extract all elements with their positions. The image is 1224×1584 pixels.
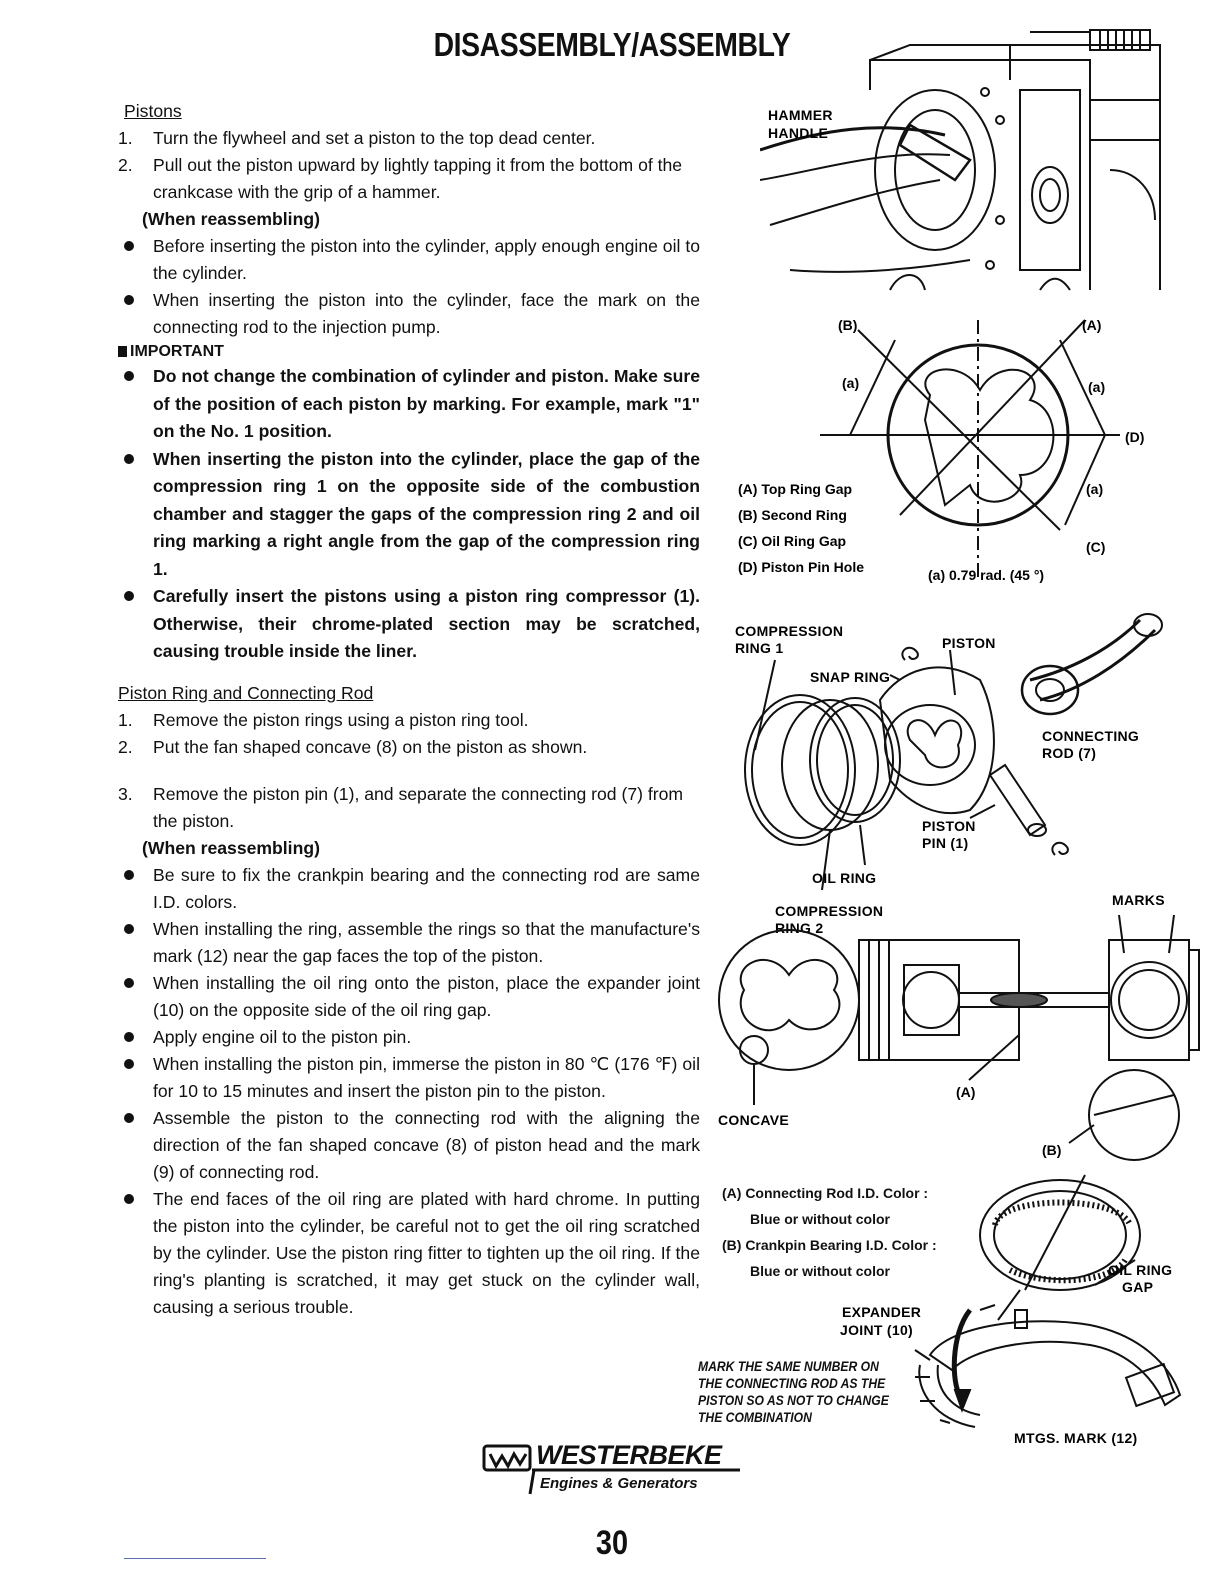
combination-note: MARK THE SAME NUMBER ON THE CONNECTING ROD AS THE PISTON SO AS NOT TO CHANGE THE COMBINATION [698, 1359, 889, 1425]
marks-label: MARKS [1112, 892, 1165, 908]
label-A: (A) [956, 1084, 976, 1100]
label-B: (B) [838, 317, 858, 333]
list-item: When installing the oil ring onto the piston, place the expander joint (10) on the opposite side of the oil ring gap. [118, 970, 700, 1024]
list-item: When inserting the piston into the cylinder, place the gap of the compression ring 1 on the opposite side of the combustion chamber and stagger the gaps of the compression ring 2 and oil ring marking a right angle from the gap of the compression ring 1. [118, 446, 700, 584]
oil-ring-gap-label: OIL RING [1108, 1262, 1173, 1278]
label-A: (A) [1082, 317, 1102, 333]
compression-ring-2-label: COMPRESSION [775, 903, 884, 919]
pistons-section [118, 98, 700, 666]
when-reassembling-label: (When reassembling) [142, 838, 320, 858]
list-item: Before inserting the piston into the cylinder, apply enough engine oil to the cylinder. [118, 233, 700, 287]
piston-label: PISTON [942, 635, 996, 651]
piston-rod-alignment-figure [714, 885, 1204, 1165]
list-item: Do not change the combination of cylinder and piston. Make sure of the position of each piston by marking. For example, mark "1" on the No. 1 position. [118, 363, 700, 446]
page-number: 30 [595, 1524, 629, 1562]
connecting-rod-label: ROD (7) [1042, 745, 1097, 761]
angle-note: (a) 0.79 rad. (45 °) [928, 567, 1045, 583]
logo-brand: WESTERBEKE [536, 1440, 722, 1470]
compression-ring-1-label: RING 1 [735, 640, 784, 656]
legend-item: (D) Piston Pin Hole [738, 559, 864, 575]
legend-item: Blue or without color [750, 1263, 890, 1279]
list-item: Be sure to fix the crankpin bearing and the connecting rod are same I.D. colors. [118, 862, 700, 916]
ring-rod-section [118, 680, 700, 1321]
list-item: When inserting the piston into the cylinder, face the mark on the connecting rod to the injection pump. [118, 287, 700, 341]
expander-joint-label: JOINT (10) [840, 1322, 914, 1338]
mfg-mark-label: MTGS. MARK (12) [1014, 1430, 1138, 1446]
ring-gap-diagram [730, 300, 1170, 590]
oil-ring-gap-label: GAP [1122, 1279, 1154, 1295]
list-item: Assemble the piston to the connecting rod with the aligning the direction of the fan shaped concave (8) of piston head and the mark (9) of connecting rod. [118, 1105, 700, 1186]
list-item: The end faces of the oil ring are plated with hard chrome. In putting the piston into the cylinder, be careful not to get the oil ring scratched by the cylinder. Use the piston ring fitter to tighten up the oil ring. If the ring's planting is scratched, it may get stuck on the cylinder wall, causing a serious trouble. [118, 1186, 700, 1321]
legend-item: Blue or without color [750, 1211, 890, 1227]
logo-tagline: Engines & Generators [540, 1475, 698, 1492]
compression-ring-2-label: RING 2 [775, 920, 824, 935]
label-a: (a) [1088, 379, 1106, 395]
legend-item: (A) Top Ring Gap [738, 481, 853, 497]
list-item: Apply engine oil to the piston pin. [118, 1024, 700, 1051]
piston-pin-label: PISTON [922, 818, 976, 834]
label-C: (C) [1086, 539, 1106, 555]
list-item: When installing the ring, assemble the rings so that the manufacture's mark (12) near the gap faces the top of the piston. [118, 916, 700, 970]
westerbeke-logo [482, 1442, 742, 1500]
expander-joint-label: EXPANDER [842, 1304, 922, 1320]
list-item: 2. Put the fan shaped concave (8) on the piston as shown. [118, 737, 588, 757]
label-a: (a) [842, 375, 860, 391]
ring-rod-heading: Piston Ring and Connecting Rod [118, 683, 374, 703]
list-item: When installing the piston pin, immerse the piston in 80 ℃ (176 ℉) oil for 10 to 15 minutes and insert the piston pin to the piston. [118, 1051, 700, 1105]
legend-item: (B) Crankpin Bearing I.D. Color : [722, 1237, 937, 1253]
legend-item: (A) Connecting Rod I.D. Color : [722, 1185, 929, 1201]
concave-label: CONCAVE [718, 1112, 790, 1128]
connecting-rod-label: CONNECTING [1042, 728, 1140, 744]
list-item: 1. Remove the piston rings using a piston ring tool. [118, 710, 529, 730]
piston-pin-label: PIN (1) [922, 835, 969, 851]
crankcase-hammer-figure [760, 20, 1180, 300]
oil-ring-label: OIL RING [812, 870, 877, 886]
label-B: (B) [1042, 1142, 1062, 1158]
list-item: Carefully insert the pistons using a piston ring compressor (1). Otherwise, their chrome-plated section may be scratched, causing trouble inside the liner. [118, 583, 700, 666]
when-reassembling-label: (When reassembling) [142, 209, 320, 229]
legend-item: (C) Oil Ring Gap [738, 533, 847, 549]
compression-ring-1-label: COMPRESSION [735, 623, 844, 639]
list-item: 1. Turn the flywheel and set a piston to the top dead center. [118, 128, 596, 148]
handle-label: HANDLE [768, 125, 829, 141]
label-D: (D) [1125, 429, 1145, 445]
hammer-label: HAMMER [768, 107, 833, 123]
legend-item: (B) Second Ring [738, 507, 847, 523]
label-a: (a) [1086, 481, 1104, 497]
list-item: 2. Pull out the piston upward by lightly tapping it from the bottom of the crankcase with the grip of a hammer. [118, 155, 683, 202]
footer-rule [124, 1558, 266, 1559]
list-item: 3. Remove the piston pin (1), and separate the connecting rod (7) from the piston. [118, 784, 684, 831]
important-label: IMPORTANT [118, 341, 700, 363]
page-title: DISASSEMBLY/ASSEMBLY [433, 26, 791, 63]
snap-ring-label: SNAP RING [810, 669, 891, 685]
pistons-heading: Pistons [124, 101, 182, 121]
